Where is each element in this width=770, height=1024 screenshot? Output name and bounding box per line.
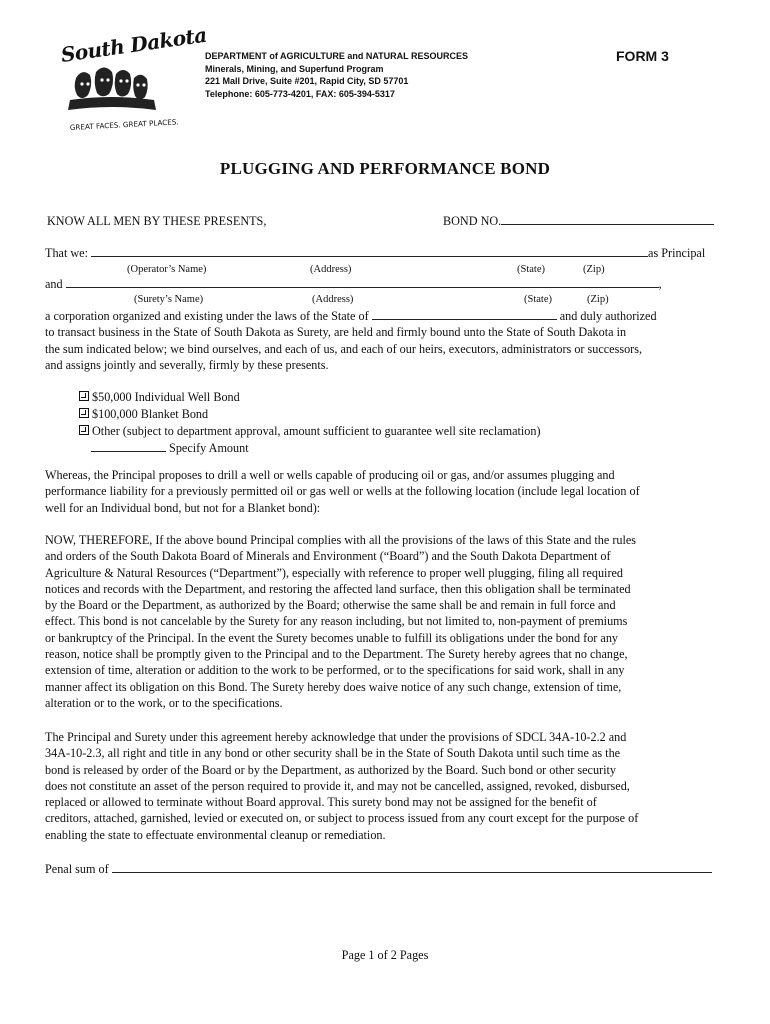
acknowledge-line: 34A-10-2.3, all right and title in any bond or other security shall be in the State of South Dakota until such time as the: [45, 746, 621, 761]
surety-field[interactable]: [66, 276, 659, 288]
specify-amount-field[interactable]: [91, 440, 166, 452]
acknowledge-line: replaced or allowed to terminate without Board approval. This surety bond may not be assigned for the benefit of: [45, 795, 597, 810]
page-number: Page 1 of 2 Pages: [341, 948, 429, 962]
surety-label: and: [45, 277, 63, 291]
acknowledge-line: does not constitute an asset of the person required to provide it, and may not be cancelled, assigned, revoked, disbursed,: [45, 778, 630, 793]
checkbox-icon[interactable]: [79, 408, 89, 418]
corporation-line1-prefix: a corporation organized and existing under the laws of the State of: [45, 309, 369, 323]
surety-address-caption: (Address): [312, 294, 354, 305]
specify-amount-row: [79, 440, 541, 457]
whereas-line: performance liability for a previously permitted oil or gas well or wells at the following location (include legal location of: [45, 484, 640, 499]
surety-suffix: ,: [658, 277, 662, 291]
acknowledge-line: bond is released by order of the Board or by the Department, as authorized by the Board. Such bond or other security: [45, 762, 616, 777]
option-50000[interactable]: [79, 389, 541, 406]
document-title: PLUGGING AND PERFORMANCE BOND: [219, 159, 551, 178]
principal-name-caption: (Operator’s Name): [127, 264, 207, 275]
now-therefore-line: extension of time, alteration or addition to the work to be performed, or to the specifications for said work, shall in any: [45, 663, 625, 678]
option-label: $100,000 Blanket Bond: [92, 407, 209, 421]
now-therefore-line: or bankruptcy of the Principal. In the event the Surety becomes unable to fulfill its obligations under the bond for any: [45, 630, 619, 645]
checkbox-icon[interactable]: [79, 391, 89, 401]
principal-state-caption: (State): [517, 264, 545, 275]
now-therefore-line: and orders of the South Dakota Board of Minerals and Environment (“Board”) and the South Dakota Department of: [45, 549, 611, 564]
now-therefore-line: by the Board or the Department, as authorized by the Board; otherwise the same shall be and remain in full force and: [45, 598, 616, 613]
penal-sum-row: [45, 861, 725, 877]
principal-address-caption: (Address): [310, 264, 352, 275]
option-label: $50,000 Individual Well Bond: [92, 390, 240, 404]
surety-zip-caption: (Zip): [587, 294, 609, 305]
bond-options: [79, 389, 541, 457]
option-other[interactable]: [79, 423, 541, 440]
acknowledge-line: enabling the state to effectuate environmental cleanup or remediation.: [45, 827, 386, 842]
acknowledge-paragraph: [45, 729, 725, 843]
logo-tagline: GREAT FACES. GREAT PLACES.: [69, 117, 179, 132]
now-therefore-line: notices and records with the Department, and restoring the affected land surface, then this obligation shall be terminated: [45, 581, 631, 596]
surety-name-caption: (Surety’s Name): [134, 294, 204, 305]
principal-field[interactable]: [91, 245, 648, 257]
department-header: [205, 50, 468, 100]
bond-no-field[interactable]: [501, 213, 714, 225]
whereas-line: well for an Individual bond, but not for a Blanket bond):: [45, 500, 321, 515]
specify-amount-label: Specify Amount: [169, 441, 249, 455]
whereas-line: Whereas, the Principal proposes to drill a well or wells capable of producing oil or gas, and/or assumes plugging and: [45, 468, 615, 482]
division-name: Minerals, Mining, and Superfund Program: [205, 63, 384, 74]
surety-row: [45, 276, 725, 292]
corporation-paragraph: [45, 308, 725, 373]
now-therefore-line: effect. This bond is not cancelable by the Surety for any reason including, but not limited to, non-payment of premiums: [45, 614, 628, 629]
form-number: FORM 3: [616, 48, 669, 64]
corporation-line: the sum indicated below; we bind ourselves, and each of us, and each of our heirs, executors, administrators or successors,: [45, 341, 643, 356]
know-all-men: KNOW ALL MEN BY THESE PRESENTS,: [47, 214, 267, 228]
whereas-paragraph: [45, 467, 725, 516]
option-label: Other (subject to department approval, amount sufficient to guarantee well site reclamation): [92, 424, 541, 438]
department-name: DEPARTMENT of AGRICULTURE and NATURAL RESOURCES: [205, 51, 468, 61]
department-address: 221 Mall Drive, Suite #201, Rapid City, SD 57701: [205, 76, 409, 87]
principal-suffix: as Principal: [648, 246, 706, 260]
department-phone: Telephone: 605-773-4201, FAX: 605-394-5317: [205, 88, 395, 99]
corporation-line1-suffix: and duly authorized: [559, 309, 657, 323]
surety-state-field[interactable]: [372, 308, 557, 320]
now-therefore-line: manner affect its obligation on this Bond. The Surety hereby does waive notice of any such change, extension of time,: [45, 679, 622, 694]
south-dakota-logo: [58, 22, 209, 135]
bond-no-label: BOND NO.: [443, 214, 502, 228]
acknowledge-line: The Principal and Surety under this agreement hereby acknowledge that under the provisions of SDCL 34A-10-2.2 and: [45, 730, 627, 744]
principal-zip-caption: (Zip): [583, 264, 605, 275]
principal-row: [45, 245, 725, 261]
penal-sum-field[interactable]: [112, 861, 712, 873]
checkbox-icon[interactable]: [79, 425, 89, 435]
now-therefore-line: reason, notice shall be promptly given to the Principal and to the Department. The Surety hereby agrees that no change,: [45, 647, 628, 662]
logo-wordmark: South Dakota: [59, 22, 209, 67]
option-100000[interactable]: [79, 406, 541, 423]
now-therefore-line: NOW, THEREFORE, If the above bound Principal complies with all the provisions of the laws of this State and the rules: [45, 533, 637, 547]
bond-no-row: [443, 213, 714, 229]
now-therefore-line: Agriculture & Natural Resources (“Department”), especially with reference to proper well plugging, filing all required: [45, 565, 624, 580]
acknowledge-line: creditors, attached, garnished, levied or executed on, or subject to process issued from any court except for the purpose of: [45, 811, 639, 826]
corporation-line: to transact business in the State of South Dakota as Surety, are held and firmly bound unto the State of South Dakota in: [45, 325, 627, 340]
corporation-line: and assigns jointly and severally, firmly by these presents.: [45, 357, 329, 372]
principal-label: That we:: [45, 246, 88, 260]
penal-sum-label: Penal sum of: [45, 862, 109, 876]
surety-state-caption: (State): [524, 294, 552, 305]
now-therefore-paragraph: [45, 532, 725, 711]
now-therefore-line: alteration or to the work, or to the specifications.: [45, 695, 283, 710]
